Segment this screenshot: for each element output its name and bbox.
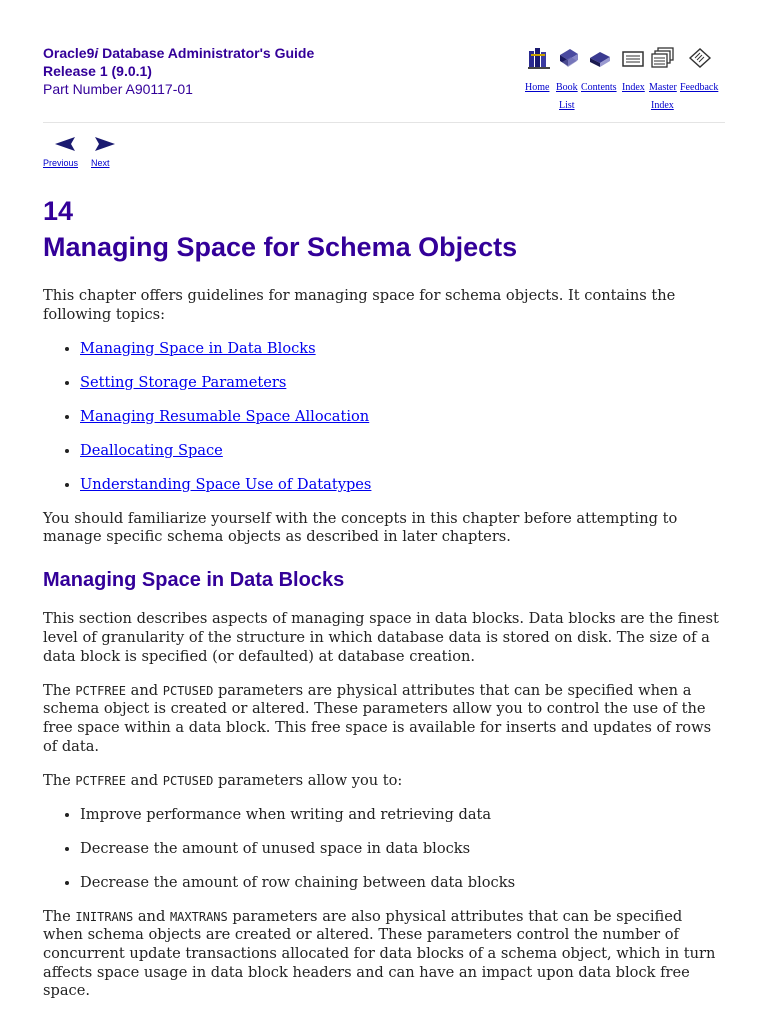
index-icon[interactable] — [621, 46, 645, 70]
nav-contents-link[interactable]: Contents — [581, 82, 617, 93]
part-number: Part Number A90117-01 — [43, 81, 193, 97]
previous-link[interactable] — [43, 136, 83, 168]
chapter-body — [43, 287, 725, 1001]
list-item: • Decrease the amount of unused space in data blocks — [80, 840, 725, 859]
nav-book-list-link[interactable]: Book — [556, 82, 578, 93]
next-link[interactable] — [91, 136, 131, 168]
home-icon[interactable] — [527, 46, 551, 70]
code-pctused: PCTUSED — [162, 683, 214, 698]
benefit-list — [43, 806, 725, 893]
next-label[interactable]: Next — [91, 158, 110, 168]
topic-link-datatypes[interactable]: Understanding Space Use of Datatypes — [80, 475, 372, 493]
nav-master-index-link[interactable]: Master — [649, 82, 677, 93]
page-header — [43, 44, 725, 122]
nav-feedback-link[interactable]: Feedback — [680, 82, 719, 93]
feedback-icon[interactable] — [688, 46, 712, 70]
previous-label[interactable]: Previous — [43, 158, 79, 168]
topic-link-resumable-space[interactable]: Managing Resumable Space Allocation — [80, 407, 370, 425]
nav-icons — [525, 44, 725, 74]
list-item: • Decrease the amount of row chaining between data blocks — [80, 874, 725, 893]
code-pctused: PCTUSED — [162, 773, 214, 788]
previous-arrow-icon — [45, 136, 81, 152]
chapter-number: 14 — [43, 196, 74, 226]
book-list-icon[interactable] — [557, 46, 581, 70]
section-paragraph-3: The PCTFREE and PCTUSED parameters allow you to: — [43, 771, 403, 789]
nav-book-list-link-line2[interactable]: List — [559, 100, 575, 111]
topic-link-storage-parameters[interactable]: Setting Storage Parameters — [80, 373, 287, 391]
section-paragraph-1: This section describes aspects of managing space in data blocks. Data blocks are the finest level of granularity of the structure in which database data is stored on disk. The size of a data block is specified (or defaulted) at database creation. — [43, 610, 719, 665]
list-item — [80, 476, 725, 495]
list-item — [80, 408, 725, 427]
header-divider — [43, 122, 725, 123]
book-title-block — [43, 44, 314, 98]
topic-list — [43, 340, 725, 495]
pager — [43, 136, 163, 172]
next-arrow-icon — [93, 136, 129, 152]
code-initrans: INITRANS — [75, 909, 134, 924]
chapter-heading — [43, 193, 517, 265]
code-maxtrans: MAXTRANS — [169, 909, 228, 924]
intro-paragraph: This chapter offers guidelines for managing space for schema objects. It contains the following topics: — [43, 287, 676, 323]
section-heading: Managing Space in Data Blocks — [43, 569, 345, 592]
list-item — [80, 374, 725, 393]
contents-icon[interactable] — [588, 46, 612, 70]
code-pctfree: PCTFREE — [75, 683, 126, 698]
familiarize-paragraph: You should familiarize yourself with the concepts in this chapter before attempting to manage specific schema objects as described in later chapters. — [43, 509, 678, 546]
book-title: Oracle9i Database Administrator's Guide — [43, 45, 315, 61]
nav-master-index-link-line2[interactable]: Index — [651, 100, 674, 111]
nav-home-link[interactable]: Home — [525, 82, 550, 93]
chapter-title: Managing Space for Schema Objects — [43, 232, 518, 262]
release-label: Release 1 (9.0.1) — [43, 63, 152, 79]
master-index-icon[interactable] — [651, 46, 675, 70]
topic-link-deallocating-space[interactable]: Deallocating Space — [80, 441, 223, 459]
list-item: • Improve performance when writing and retrieving data — [80, 806, 725, 825]
list-item — [80, 340, 725, 359]
nav-index-link[interactable]: Index — [622, 82, 645, 93]
section-paragraph-2: The PCTFREE and PCTUSED parameters are physical attributes that can be specified when a schema object is created or altered. These parameters allow you to control the use of the free space within a data block. This free space is available for inserts and updates of rows of data. — [43, 681, 712, 755]
topic-link-data-blocks[interactable]: Managing Space in Data Blocks — [80, 339, 316, 357]
list-item — [80, 442, 725, 461]
code-pctfree: PCTFREE — [75, 773, 126, 788]
section-paragraph-4: The INITRANS and MAXTRANS parameters are also physical attributes that can be specified when schema objects are created or altered. These parameters control the number of concurrent update transactions allocated for data blocks of a schema object, which in turn affects space usage in data block headers and can have an impact upon data block free space. — [43, 907, 716, 1000]
